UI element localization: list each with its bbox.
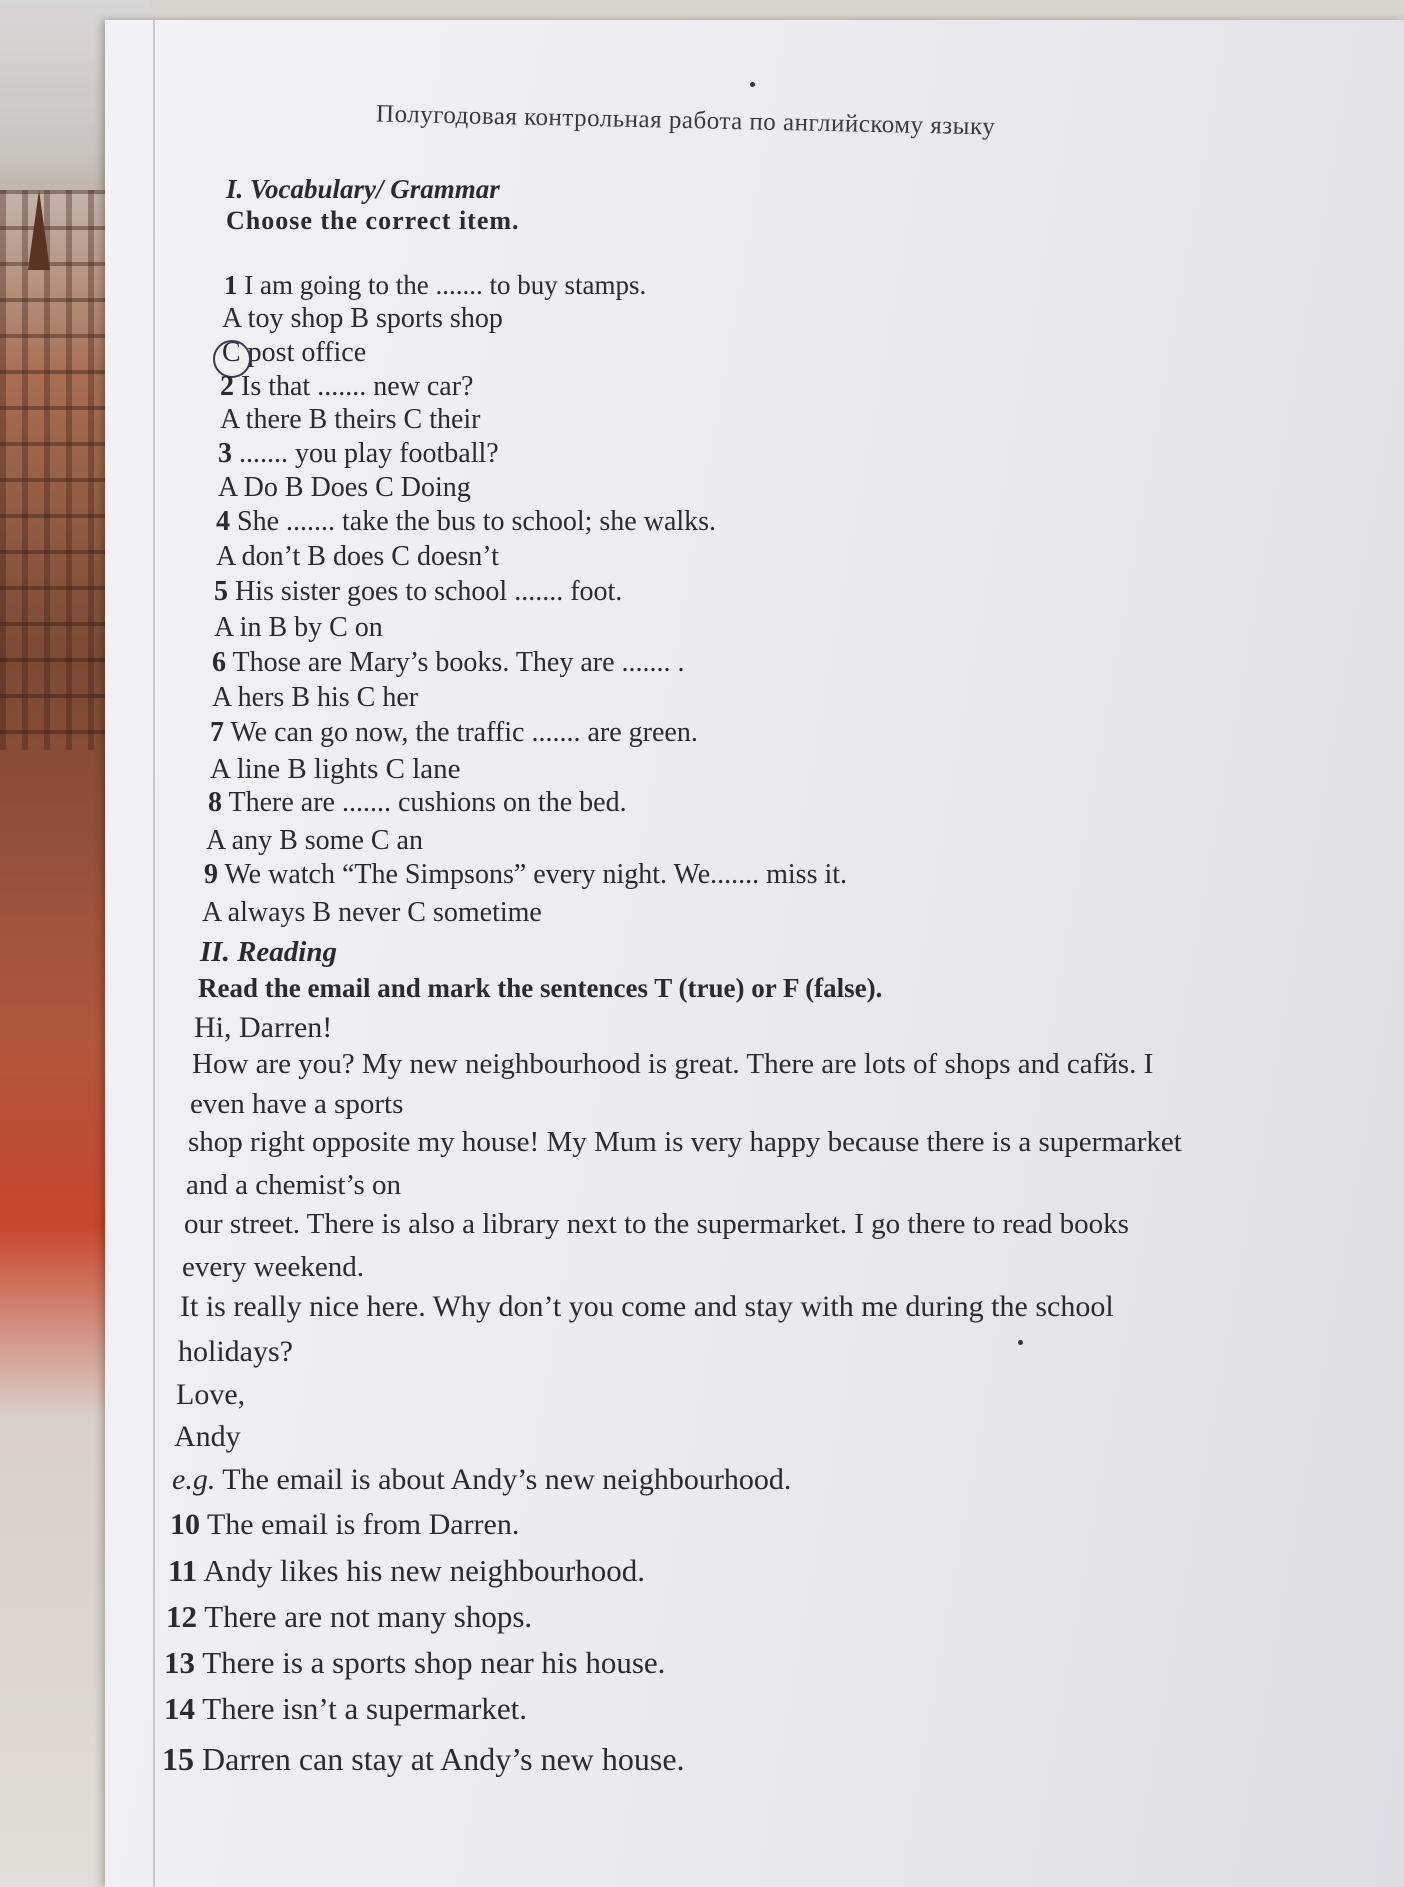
statement-number: 10 bbox=[170, 1508, 200, 1541]
question-3 bbox=[218, 437, 499, 471]
statement-15 bbox=[162, 1742, 685, 1776]
email-line: It is really nice here. Why don’t you come and stay with me during the school bbox=[180, 1290, 1114, 1323]
statement-text: Andy likes his new neighbourhood. bbox=[203, 1553, 646, 1588]
statement-number: 15 bbox=[162, 1741, 194, 1777]
question-stem: We can go now, the traffic ....... are green. bbox=[230, 717, 698, 748]
question-5 bbox=[214, 575, 622, 609]
email-line: How are you? My new neighbourhood is great. There are lots of shops and cafйs. I bbox=[192, 1048, 1154, 1080]
question-1-options-cont: C post office bbox=[222, 337, 367, 368]
question-stem: His sister goes to school ....... foot. bbox=[235, 576, 623, 607]
example-statement bbox=[172, 1463, 791, 1497]
question-stem: Is that ....... new car? bbox=[241, 371, 474, 402]
statement-text: There isn’t a supermarket. bbox=[202, 1691, 528, 1726]
question-number: 2 bbox=[220, 371, 234, 402]
ink-dot bbox=[1018, 1340, 1023, 1345]
email-line: even have a sports bbox=[190, 1088, 404, 1120]
statement-text: There is a sports shop near his house. bbox=[202, 1645, 666, 1680]
statement-number: 13 bbox=[164, 1645, 195, 1680]
email-line: Hi, Darren! bbox=[194, 1011, 333, 1044]
statement-text: Darren can stay at Andy’s new house. bbox=[202, 1741, 685, 1777]
question-9-options: A always B never C sometime bbox=[202, 897, 542, 928]
statement-10 bbox=[170, 1508, 519, 1542]
question-1-options: A toy shop B sports shop bbox=[222, 303, 503, 334]
question-4 bbox=[216, 505, 716, 539]
question-6 bbox=[212, 646, 685, 680]
section-heading-vocabulary: I. Vocabulary/ Grammar bbox=[226, 174, 500, 204]
example-label: e.g. bbox=[172, 1463, 216, 1496]
question-8-options: A any B some C an bbox=[206, 825, 423, 856]
question-5-options: A in B by C on bbox=[214, 612, 383, 643]
question-stem: She ....... take the bus to school; she walks. bbox=[237, 506, 717, 537]
question-stem: I am going to the ....... to buy stamps. bbox=[244, 270, 647, 300]
section-instruction-choose: Choose the correct item. bbox=[226, 206, 520, 235]
email-line: Love, bbox=[176, 1378, 246, 1411]
page-title: Полугодовая контрольная работа по английскому языку bbox=[375, 100, 996, 141]
question-7 bbox=[210, 716, 698, 750]
question-number: 5 bbox=[214, 576, 228, 607]
question-2-options: A there B theirs C their bbox=[220, 404, 481, 435]
example-text: The email is about Andy’s new neighbourhood. bbox=[222, 1463, 792, 1496]
question-number: 7 bbox=[210, 717, 224, 748]
statement-number: 11 bbox=[168, 1553, 198, 1588]
question-number: 3 bbox=[218, 438, 232, 469]
question-number: 4 bbox=[216, 506, 230, 537]
statement-number: 14 bbox=[164, 1691, 195, 1726]
question-2 bbox=[220, 370, 473, 404]
question-stem: ....... you play football? bbox=[239, 438, 499, 469]
statement-text: There are not many shops. bbox=[204, 1599, 533, 1634]
email-line: Andy bbox=[174, 1420, 241, 1453]
question-number: 6 bbox=[212, 647, 226, 678]
statement-number: 12 bbox=[166, 1599, 197, 1634]
section-instruction-read: Read the email and mark the sentences T (true) or F (false). bbox=[198, 973, 883, 1003]
email-line: and a chemist’s on bbox=[186, 1169, 402, 1201]
statement-11 bbox=[168, 1554, 645, 1588]
section-heading-reading: II. Reading bbox=[200, 936, 337, 968]
question-stem: We watch “The Simpsons” every night. We....... miss it. bbox=[224, 859, 848, 890]
email-line: shop right opposite my house! My Mum is very happy because there is a supermarket bbox=[188, 1126, 1182, 1158]
question-number: 1 bbox=[224, 270, 238, 300]
page-margin-line bbox=[153, 20, 155, 1887]
question-8 bbox=[208, 786, 627, 820]
statement-13 bbox=[164, 1646, 665, 1680]
ink-dot bbox=[750, 82, 755, 87]
question-7-options: A line B lights C lane bbox=[210, 753, 461, 785]
question-3-options: A Do B Does C Doing bbox=[218, 472, 471, 503]
question-6-options: A hers B his C her bbox=[212, 682, 419, 713]
question-stem: There are ....... cushions on the bed. bbox=[228, 787, 627, 818]
question-number: 9 bbox=[204, 859, 218, 890]
question-4-options: A don’t B does C doesn’t bbox=[216, 541, 499, 572]
email-line: holidays? bbox=[178, 1335, 293, 1368]
email-line: our street. There is also a library next to the supermarket. I go there to read books bbox=[184, 1208, 1129, 1240]
statement-12 bbox=[166, 1600, 532, 1634]
question-9 bbox=[204, 858, 847, 892]
question-1 bbox=[224, 268, 646, 302]
email-line: every weekend. bbox=[182, 1251, 364, 1283]
question-number: 8 bbox=[208, 787, 222, 818]
statement-text: The email is from Darren. bbox=[206, 1508, 520, 1541]
question-stem: Those are Mary’s books. They are ....... . bbox=[232, 647, 685, 678]
statement-14 bbox=[164, 1692, 527, 1726]
